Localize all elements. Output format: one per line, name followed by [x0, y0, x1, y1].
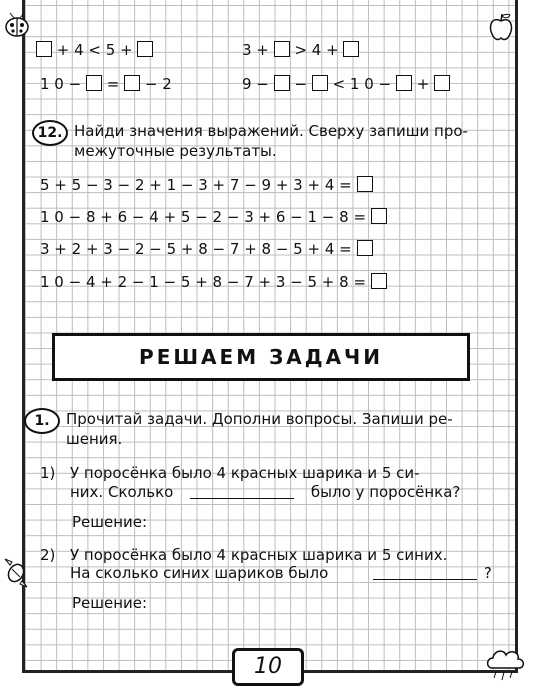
answer-box[interactable] [274, 41, 290, 57]
inequality-text: + [416, 75, 430, 93]
inequality-text: + 4 < 5 + [56, 41, 133, 59]
answer-box[interactable] [371, 273, 387, 289]
problem-1-number: 1) [40, 464, 56, 482]
problem-1-line-1: У поросёнка было 4 красных шарика и 5 си- [70, 464, 420, 482]
page-number: 10 [232, 648, 304, 686]
fill-in-blank[interactable] [190, 484, 294, 499]
inequality-row-2-left [40, 75, 172, 93]
answer-box[interactable] [36, 41, 52, 57]
problem-2-solution-label: Решение: [72, 594, 148, 612]
expression-text: 1 0 − 8 + 6 − 4 + 5 − 2 − 3 + 6 − 1 − 8 = [40, 208, 367, 226]
inequality-text: 9 − [242, 75, 269, 93]
candy-icon [0, 556, 32, 590]
problem-text: ? [483, 564, 492, 582]
inequality-row-1-right [242, 41, 359, 59]
expression-row [40, 176, 373, 194]
expression-row [40, 208, 387, 226]
problem-text: них. Сколько [70, 483, 174, 501]
expression-row [40, 273, 387, 291]
answer-box[interactable] [357, 240, 373, 256]
answer-box[interactable] [434, 75, 450, 91]
inequality-text: = [106, 75, 120, 93]
problem-text: На сколько синих шариков было [70, 564, 329, 582]
problem-1-solution-label: Решение: [72, 513, 148, 531]
task-1-instruction-line-2: шения. [66, 430, 123, 448]
expression-text: 3 + 2 + 3 − 2 − 5 + 8 − 7 + 8 − 5 + 4 = [40, 240, 352, 258]
task-number-12: 12. [32, 120, 68, 146]
task-12-instruction-line-2: межуточные результаты. [74, 142, 277, 160]
answer-box[interactable] [124, 75, 140, 91]
inequality-text: > 4 + [294, 41, 339, 59]
answer-box[interactable] [396, 75, 412, 91]
problem-2-line-2 [70, 563, 492, 583]
problem-2-number: 2) [40, 546, 56, 564]
answer-box[interactable] [343, 41, 359, 57]
task-number-1: 1. [24, 408, 60, 434]
inequality-text: < 1 0 − [332, 75, 392, 93]
answer-box[interactable] [312, 75, 328, 91]
task-12-instruction-line-1: Найди значения выражений. Сверху запиши про- [74, 122, 468, 140]
inequality-row-2-right [242, 75, 450, 93]
answer-box[interactable] [371, 208, 387, 224]
expression-row [40, 240, 373, 258]
answer-box[interactable] [357, 176, 373, 192]
expression-text: 5 + 5 − 3 − 2 + 1 − 3 + 7 − 9 + 3 + 4 = [40, 176, 352, 194]
problem-2-line-1: У поросёнка было 4 красных шарика и 5 синих. [70, 546, 448, 564]
answer-box[interactable] [137, 41, 153, 57]
inequality-text: 1 0 − [40, 75, 82, 93]
answer-box[interactable] [86, 75, 102, 91]
cloud-icon [484, 644, 528, 684]
inequality-text: 3 + [242, 41, 269, 59]
section-title: РЕШАЕМ ЗАДАЧИ [52, 333, 470, 381]
expression-text: 1 0 − 4 + 2 − 1 − 5 + 8 − 7 + 3 − 5 + 8 = [40, 273, 367, 291]
task-1-instruction-line-1: Прочитай задачи. Дополни вопросы. Запиши ре- [66, 410, 453, 428]
problem-text: было у поросёнка? [310, 483, 461, 501]
apple-icon [486, 12, 516, 44]
inequality-text: − 2 [144, 75, 172, 93]
ladybug-icon [2, 12, 32, 38]
problem-1-line-2 [70, 482, 460, 502]
answer-box[interactable] [274, 75, 290, 91]
inequality-text: − [294, 75, 308, 93]
inequality-row-1-left [36, 41, 153, 59]
fill-in-blank[interactable] [373, 565, 477, 580]
